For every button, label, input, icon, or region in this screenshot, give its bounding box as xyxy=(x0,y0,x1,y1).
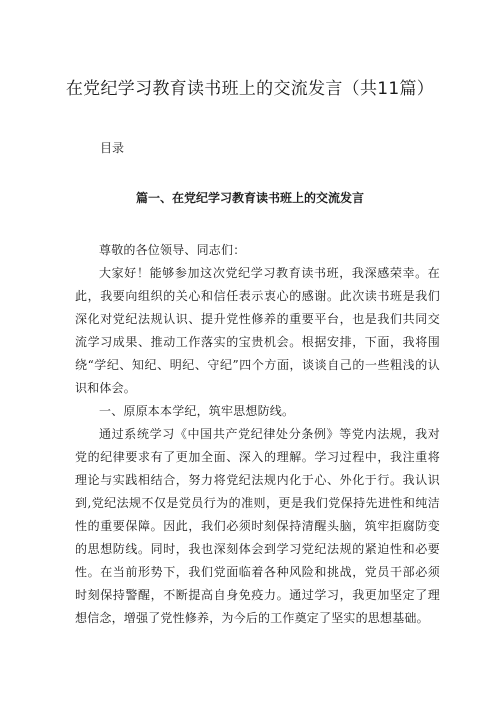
document-title: 在党纪学习教育读书班上的交流发言（共11篇） xyxy=(65,79,435,99)
salutation: 尊敬的各位领导、同志们： xyxy=(99,243,246,257)
toc-label: 目录 xyxy=(100,141,125,155)
paragraph-body: 通过系统学习《中国共产党纪律处分条例》等党内法规，我对党的纪律要求有了更加全面、深入的理解。学习过程中，我注重将理论与实践相结合，努力将党纪法规内化于心、外化于行。我认识到,党纪法规不仅是党员行为的准则，更是我们党保持先进性和纯洁性的重要保障。因此，我们必须时刻保持清醒头脑，筑牢拒腐防变的思想防线。同时，我也深刻体会到学习党纪法规的紧迫性和必要性。在当前形势下，我们党面临着各种风险和挑战，党员干部必须时刻保持警醒，不断提高自身免疫力。通过学习，我更加坚定了理想信念，增强了党性修养，为今后的工作奠定了坚实的思想基础。 xyxy=(75,427,440,625)
section-title: 篇一、在党纪学习教育读书班上的交流发言 xyxy=(135,191,364,205)
document-body xyxy=(75,239,440,630)
paragraph-heading: 一、原原本本学纪，筑牢思想防线。 xyxy=(99,404,295,418)
paragraph-intro: 大家好！能够参加这次党纪学习教育读书班，我深感荣幸。在此，我要向组织的关心和信任表示衷心的感谢。此次读书班是我们深化对党纪法规认识、提升党性修养的重要平台，也是我们共同交流学习成果、推动工作落实的宝贵机会。根据安排，下面，我将围绕“学纪、知纪、明纪、守纪”四个方面，谈谈自己的一些粗浅的认识和体会。 xyxy=(75,266,440,395)
